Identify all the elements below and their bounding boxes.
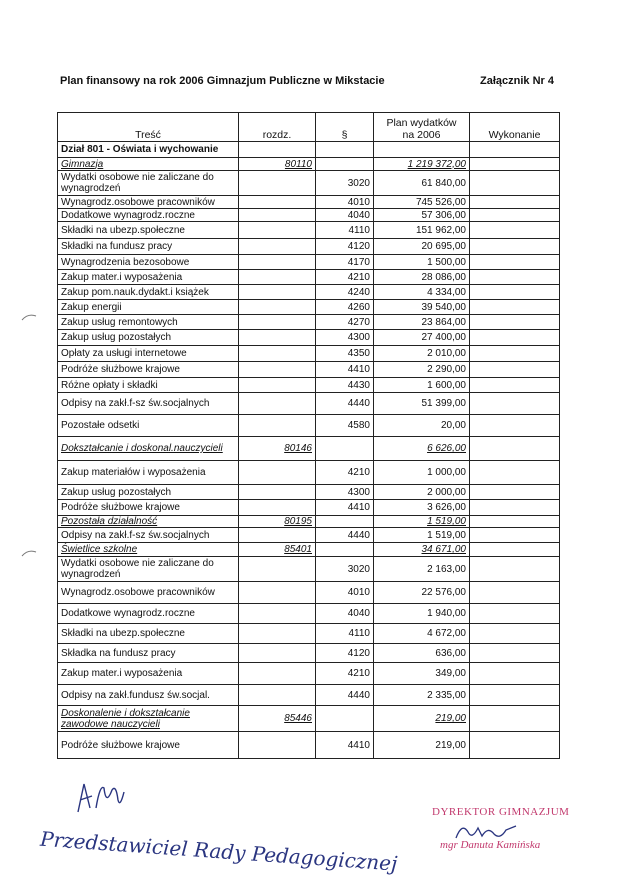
cell-paragraph: 4010	[316, 196, 374, 209]
table-row	[58, 485, 560, 500]
cell-tresc: Zakup materiałów i wyposażenia	[58, 461, 239, 485]
cell-wykonanie	[470, 239, 560, 255]
cell-paragraph	[316, 158, 374, 171]
cell-wykonanie	[470, 315, 560, 330]
cell-paragraph: 4170	[316, 255, 374, 270]
table-row	[58, 270, 560, 285]
cell-plan: 34 671,00	[374, 543, 470, 557]
cell-wykonanie	[470, 171, 560, 196]
cell-rozdz	[239, 557, 316, 582]
table-row	[58, 209, 560, 222]
cell-tresc: Dokształcanie i doskonal.nauczycieli	[58, 437, 239, 461]
cell-wykonanie	[470, 528, 560, 543]
cell-rozdz	[239, 528, 316, 543]
cell-tresc: Wydatki osobowe nie zaliczane do wynagrodzeń	[58, 557, 239, 582]
cell-paragraph: 4210	[316, 270, 374, 285]
cell-plan: 349,00	[374, 663, 470, 685]
cell-paragraph	[316, 706, 374, 732]
cell-plan: 20,00	[374, 415, 470, 437]
cell-paragraph: 4110	[316, 222, 374, 239]
cell-tresc: Odpisy na zakł.fundusz św.socjal.	[58, 685, 239, 706]
cell-tresc: Składki na ubezp.społeczne	[58, 222, 239, 239]
cell-paragraph: 4110	[316, 624, 374, 644]
cell-tresc: Wynagrodzenia bezosobowe	[58, 255, 239, 270]
cell-rozdz	[239, 270, 316, 285]
cell-paragraph	[316, 543, 374, 557]
cell-rozdz	[239, 604, 316, 624]
cell-plan: 1 600,00	[374, 378, 470, 393]
cell-wykonanie	[470, 516, 560, 528]
cell-wykonanie	[470, 437, 560, 461]
cell-rozdz	[239, 415, 316, 437]
table-row	[58, 255, 560, 270]
table-row	[58, 582, 560, 604]
cell-paragraph: 4240	[316, 285, 374, 300]
cell-tresc: Składka na fundusz pracy	[58, 644, 239, 663]
cell-rozdz	[239, 196, 316, 209]
column-header-wykonanie: Wykonanie	[470, 113, 560, 142]
cell-plan: 1 219 372,00	[374, 158, 470, 171]
cell-plan: 219,00	[374, 732, 470, 759]
table-row	[58, 315, 560, 330]
cell-rozdz	[239, 346, 316, 362]
cell-wykonanie	[470, 362, 560, 378]
cell-plan: 1 940,00	[374, 604, 470, 624]
table-row	[58, 196, 560, 209]
cell-plan: 636,00	[374, 644, 470, 663]
cell-rozdz	[239, 644, 316, 663]
subsection-row	[58, 543, 560, 557]
table-row	[58, 330, 560, 346]
cell-tresc: Odpisy na zakł.f-sz św.socjalnych	[58, 393, 239, 415]
cell-rozdz	[239, 330, 316, 346]
subsection-row	[58, 437, 560, 461]
cell-rozdz	[239, 142, 316, 158]
cell-rozdz: 85401	[239, 543, 316, 557]
cell-plan: 1 500,00	[374, 255, 470, 270]
cell-rozdz	[239, 582, 316, 604]
cell-tresc: Podróże służbowe krajowe	[58, 500, 239, 516]
cell-tresc: Składki na fundusz pracy	[58, 239, 239, 255]
cell-wykonanie	[470, 300, 560, 315]
cell-rozdz	[239, 732, 316, 759]
cell-rozdz	[239, 461, 316, 485]
document-title: Plan finansowy na rok 2006 Gimnazjum Publiczne w Mikstacie	[60, 75, 385, 87]
subsection-row	[58, 706, 560, 732]
cell-paragraph: 4210	[316, 461, 374, 485]
cell-wykonanie	[470, 346, 560, 362]
cell-paragraph: 4440	[316, 528, 374, 543]
cell-rozdz	[239, 624, 316, 644]
stamp-title: DYREKTOR GIMNAZJUM	[432, 806, 570, 818]
cell-wykonanie	[470, 644, 560, 663]
cell-plan: 20 695,00	[374, 239, 470, 255]
cell-paragraph: 4410	[316, 500, 374, 516]
cell-rozdz	[239, 315, 316, 330]
cell-plan: 1 519,00	[374, 528, 470, 543]
cell-paragraph: 4010	[316, 582, 374, 604]
cell-plan	[374, 142, 470, 158]
table-row	[58, 171, 560, 196]
cell-plan: 1 000,00	[374, 461, 470, 485]
column-header-rozdz: rozdz.	[239, 113, 316, 142]
cell-tresc: Dodatkowe wynagrodz.roczne	[58, 209, 239, 222]
cell-wykonanie	[470, 285, 560, 300]
table-row	[58, 644, 560, 663]
cell-rozdz: 80110	[239, 158, 316, 171]
cell-plan: 28 086,00	[374, 270, 470, 285]
cell-rozdz	[239, 378, 316, 393]
table-row	[58, 500, 560, 516]
cell-rozdz	[239, 500, 316, 516]
cell-paragraph: 4040	[316, 209, 374, 222]
cell-wykonanie	[470, 196, 560, 209]
cell-wykonanie	[470, 222, 560, 239]
table-row	[58, 528, 560, 543]
table-row	[58, 222, 560, 239]
cell-wykonanie	[470, 461, 560, 485]
table-row	[58, 415, 560, 437]
cell-tresc: Zakup mater.i wyposażenia	[58, 270, 239, 285]
cell-paragraph: 4040	[316, 604, 374, 624]
cell-tresc: Zakup usług pozostałych	[58, 485, 239, 500]
cell-rozdz	[239, 685, 316, 706]
cell-paragraph	[316, 516, 374, 528]
table-row	[58, 300, 560, 315]
column-header-plan-label: Plan wydatków na 2006	[386, 117, 457, 141]
subsection-row	[58, 158, 560, 171]
cell-plan: 51 399,00	[374, 393, 470, 415]
cell-tresc: Pozostała działalność	[58, 516, 239, 528]
cell-wykonanie	[470, 142, 560, 158]
cell-rozdz	[239, 222, 316, 239]
cell-tresc: Zakup energii	[58, 300, 239, 315]
cell-plan: 22 576,00	[374, 582, 470, 604]
cell-rozdz	[239, 393, 316, 415]
cell-wykonanie	[470, 543, 560, 557]
cell-paragraph: 4440	[316, 393, 374, 415]
cell-plan: 27 400,00	[374, 330, 470, 346]
cell-tresc: Wynagrodz.osobowe pracowników	[58, 196, 239, 209]
cell-paragraph: 4120	[316, 239, 374, 255]
handwritten-initials	[72, 778, 132, 818]
margin-tick-mark	[20, 312, 40, 322]
cell-rozdz: 85446	[239, 706, 316, 732]
annex-label: Załącznik Nr 4	[480, 75, 554, 87]
cell-wykonanie	[470, 485, 560, 500]
table-row	[58, 239, 560, 255]
cell-wykonanie	[470, 557, 560, 582]
cell-plan: 151 962,00	[374, 222, 470, 239]
cell-wykonanie	[470, 393, 560, 415]
cell-tresc: Pozostałe odsetki	[58, 415, 239, 437]
cell-paragraph: 4410	[316, 362, 374, 378]
table-header-row	[58, 113, 560, 142]
cell-plan: 2 163,00	[374, 557, 470, 582]
cell-paragraph: 4440	[316, 685, 374, 706]
cell-paragraph: 4350	[316, 346, 374, 362]
cell-rozdz	[239, 663, 316, 685]
subsection-row	[58, 516, 560, 528]
cell-wykonanie	[470, 158, 560, 171]
cell-tresc: Wydatki osobowe nie zaliczane do wynagrodzeń	[58, 171, 239, 196]
cell-paragraph: 3020	[316, 171, 374, 196]
cell-tresc: Świetlice szkolne	[58, 543, 239, 557]
table-row	[58, 604, 560, 624]
cell-paragraph: 4120	[316, 644, 374, 663]
financial-plan-table	[57, 112, 560, 759]
cell-wykonanie	[470, 255, 560, 270]
column-header-plan	[374, 113, 470, 142]
svg-text:Przedstawiciel Rady Pedagogicz: Przedstawiciel Rady Pedagogicznej	[39, 826, 399, 876]
cell-rozdz	[239, 255, 316, 270]
cell-plan: 2 290,00	[374, 362, 470, 378]
cell-plan: 2 000,00	[374, 485, 470, 500]
cell-plan: 57 306,00	[374, 209, 470, 222]
cell-plan: 4 672,00	[374, 624, 470, 644]
table-row	[58, 732, 560, 759]
table-row	[58, 663, 560, 685]
cell-wykonanie	[470, 706, 560, 732]
column-header-tresc: Treść	[58, 113, 239, 142]
table-row	[58, 393, 560, 415]
cell-tresc: Zakup usług remontowych	[58, 315, 239, 330]
cell-wykonanie	[470, 624, 560, 644]
handwritten-signature-rada-pedagogiczna	[38, 826, 399, 876]
cell-tresc: Gimnazja	[58, 158, 239, 171]
cell-paragraph: 4270	[316, 315, 374, 330]
margin-tick-mark	[20, 548, 40, 558]
cell-tresc: Zakup mater.i wyposażenia	[58, 663, 239, 685]
table-row	[58, 624, 560, 644]
cell-paragraph: 4430	[316, 378, 374, 393]
cell-plan: 61 840,00	[374, 171, 470, 196]
cell-tresc: Podróże służbowe krajowe	[58, 732, 239, 759]
cell-wykonanie	[470, 415, 560, 437]
cell-tresc: Podróże służbowe krajowe	[58, 362, 239, 378]
cell-tresc: Różne opłaty i składki	[58, 378, 239, 393]
cell-tresc: Dział 801 - Oświata i wychowanie	[58, 142, 239, 158]
cell-tresc: Wynagrodz.osobowe pracowników	[58, 582, 239, 604]
cell-plan: 39 540,00	[374, 300, 470, 315]
table-row	[58, 461, 560, 485]
cell-plan: 219,00	[374, 706, 470, 732]
cell-tresc: Opłaty za usługi internetowe	[58, 346, 239, 362]
cell-plan: 6 626,00	[374, 437, 470, 461]
cell-rozdz	[239, 285, 316, 300]
table-row	[58, 557, 560, 582]
cell-tresc: Składki na ubezp.społeczne	[58, 624, 239, 644]
director-stamp	[432, 806, 582, 866]
cell-paragraph: 4300	[316, 330, 374, 346]
cell-plan: 1 519,00	[374, 516, 470, 528]
cell-plan: 4 334,00	[374, 285, 470, 300]
cell-paragraph: 4410	[316, 732, 374, 759]
table-row	[58, 378, 560, 393]
cell-wykonanie	[470, 378, 560, 393]
cell-rozdz	[239, 485, 316, 500]
cell-wykonanie	[470, 270, 560, 285]
section-row	[58, 142, 560, 158]
cell-tresc: Zakup usług pozostałych	[58, 330, 239, 346]
column-header-paragraph: §	[316, 113, 374, 142]
cell-rozdz	[239, 209, 316, 222]
cell-rozdz: 80195	[239, 516, 316, 528]
table-row	[58, 346, 560, 362]
cell-plan: 3 626,00	[374, 500, 470, 516]
cell-paragraph: 4580	[316, 415, 374, 437]
cell-wykonanie	[470, 685, 560, 706]
cell-tresc: Doskonalenie i dokształcanie zawodowe nauczycieli	[58, 706, 239, 732]
cell-rozdz	[239, 239, 316, 255]
cell-rozdz	[239, 300, 316, 315]
cell-wykonanie	[470, 209, 560, 222]
cell-wykonanie	[470, 732, 560, 759]
cell-tresc: Zakup pom.nauk.dydakt.i książek	[58, 285, 239, 300]
cell-paragraph	[316, 142, 374, 158]
cell-plan: 745 526,00	[374, 196, 470, 209]
cell-rozdz	[239, 171, 316, 196]
stamp-name: mgr Danuta Kamińska	[440, 839, 541, 851]
table-row	[58, 685, 560, 706]
cell-wykonanie	[470, 500, 560, 516]
cell-paragraph: 4210	[316, 663, 374, 685]
cell-tresc: Odpisy na zakł.f-sz św.socjalnych	[58, 528, 239, 543]
cell-paragraph	[316, 437, 374, 461]
cell-plan: 2 010,00	[374, 346, 470, 362]
cell-wykonanie	[470, 663, 560, 685]
cell-rozdz: 80146	[239, 437, 316, 461]
table-row	[58, 362, 560, 378]
cell-wykonanie	[470, 330, 560, 346]
cell-paragraph: 4260	[316, 300, 374, 315]
cell-wykonanie	[470, 604, 560, 624]
cell-rozdz	[239, 362, 316, 378]
cell-plan: 23 864,00	[374, 315, 470, 330]
cell-paragraph: 4300	[316, 485, 374, 500]
cell-plan: 2 335,00	[374, 685, 470, 706]
cell-wykonanie	[470, 582, 560, 604]
cell-tresc: Dodatkowe wynagrodz.roczne	[58, 604, 239, 624]
table-row	[58, 285, 560, 300]
cell-paragraph: 3020	[316, 557, 374, 582]
